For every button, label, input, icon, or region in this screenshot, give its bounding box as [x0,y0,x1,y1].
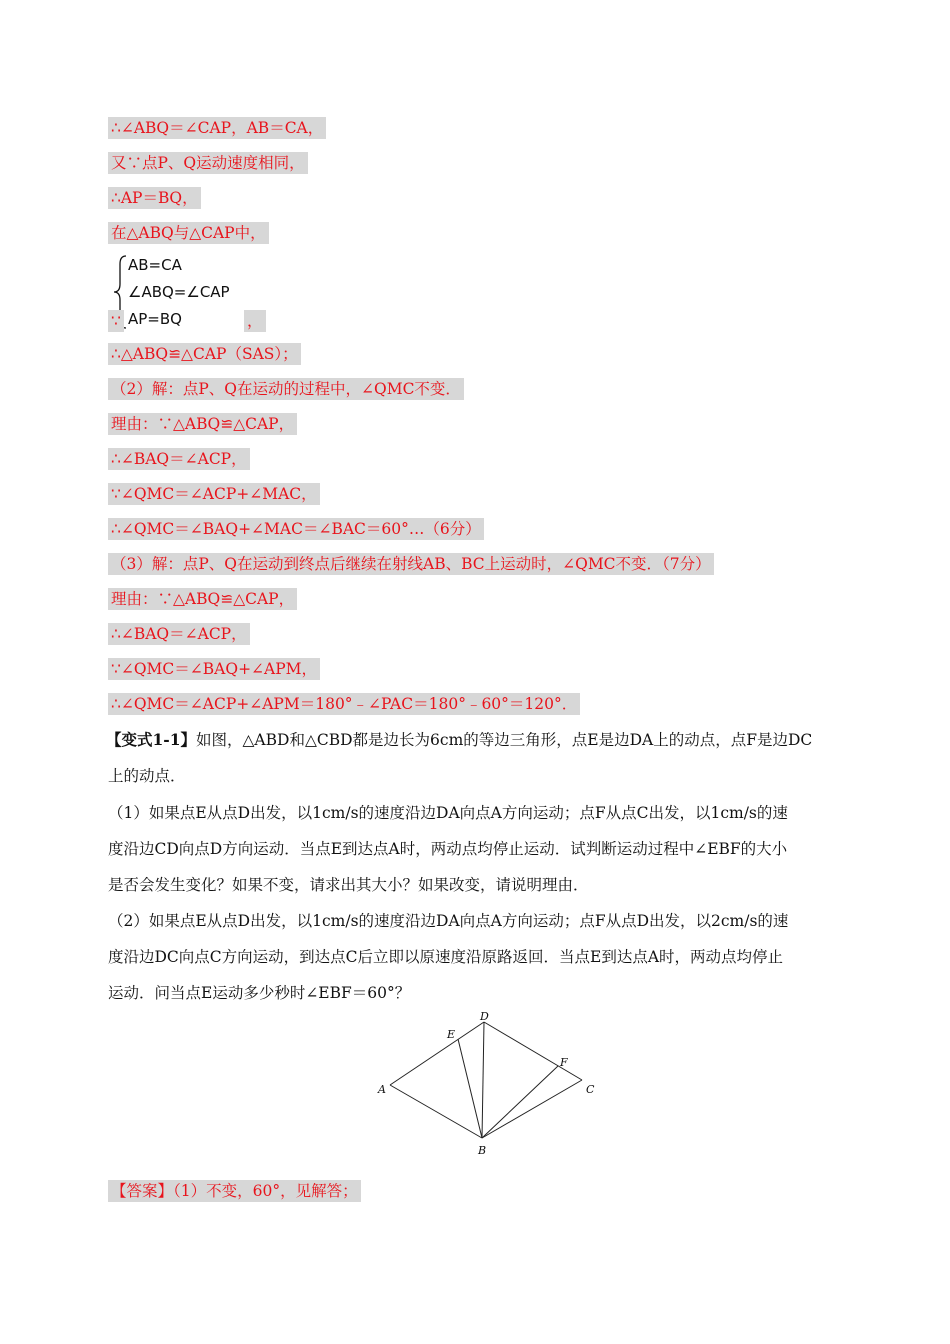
solution-line: ∴∠QMC＝∠BAQ+∠MAC＝∠BAC＝60°…（6分） [108,518,484,540]
solution-line: ∴△ABQ≌△CAP（SAS）； [108,343,301,365]
segment-AD [390,1022,484,1085]
solution-line: ∴∠BAQ＝∠ACP， [108,623,250,645]
segment-BA [390,1085,482,1138]
variant-intro-text: 如图，△ABD和△CBD都是边长为6cm的等边三角形，点E是边DA上的动点，点F是边DC [196,731,813,749]
label-D: D [480,1012,489,1023]
label-A: A [378,1083,386,1096]
solution-line: 又∵点P、Q运动速度相同， [108,152,308,174]
solution-line: ∴∠QMC＝∠ACP+∠APM＝180°﹣∠PAC＝180°﹣60°＝120°． [108,693,580,715]
system-row: AP=BQ [128,310,182,328]
label-C: C [586,1083,595,1096]
variant-intro-line: 上的动点． [108,767,186,785]
system-row: AB=CA [128,256,182,274]
solution-line: （2）解：点P、Q在运动的过程中，∠QMC不变． [108,378,464,400]
solution-line: ∴AP＝BQ， [108,187,201,209]
solution-line: 理由：∵△ABQ≌△CAP， [108,588,297,610]
question-2-line: （2）如果点E从点D出发，以1cm/s的速度沿边DA向点A方向运动；点F从点D出发，以2cm/s的速 [108,912,789,930]
solution-line: ∵∠QMC＝∠BAQ+∠APM， [108,658,320,680]
solution-line: 理由：∵△ABQ≌△CAP， [108,413,297,435]
system-row: ∠ABQ=∠CAP [128,283,230,301]
system-end-mark: ， [244,310,266,332]
segment-BD [482,1022,484,1138]
label-F: F [560,1056,568,1069]
solution-line: ∴∠BAQ＝∠ACP， [108,448,250,470]
label-B: B [478,1144,487,1157]
variant-tag: 【变式1-1】 [106,730,197,749]
variant-intro-line [108,722,812,758]
solution-line: （3）解：点P、Q在运动到终点后继续在射线AB、BC上运动时，∠QMC不变．（7分） [108,553,714,575]
because-symbol: ∵ [108,310,124,332]
question-1-line: （1）如果点E从点D出发，以1cm/s的速度沿边DA向点A方向运动；点F从点C出发，以1cm/s的速 [108,804,788,822]
solution-line: ∵∠QMC＝∠ACP+∠MAC， [108,483,320,505]
segment-BE [458,1039,482,1138]
question-1-line: 是否会发生变化？如果不变，请求出其大小？如果改变，请说明理由． [108,876,589,894]
question-2-line: 运动．问当点E运动多少秒时∠EBF＝60°？ [108,984,411,1002]
solution-line: ∴∠ABQ＝∠CAP，AB＝CA， [108,117,326,139]
segment-BF [482,1066,558,1138]
segment-DC [484,1022,582,1080]
question-2-line: 度沿边DC向点C方向运动，到达点C后立即以原速度沿原路返回．当点E到达点A时，两动点均停止 [108,948,784,966]
segment-CB [482,1080,582,1138]
geometry-figure [372,1012,612,1162]
question-1-line: 度沿边CD向点D方向运动．当点E到达点A时，两动点均停止运动．试判断运动过程中∠EBF的大小 [108,840,788,858]
solution-line: 在△ABQ与△CAP中， [108,222,269,244]
answer-line: 【答案】（1）不变，60°，见解答； [108,1180,361,1202]
label-E: E [447,1028,456,1041]
